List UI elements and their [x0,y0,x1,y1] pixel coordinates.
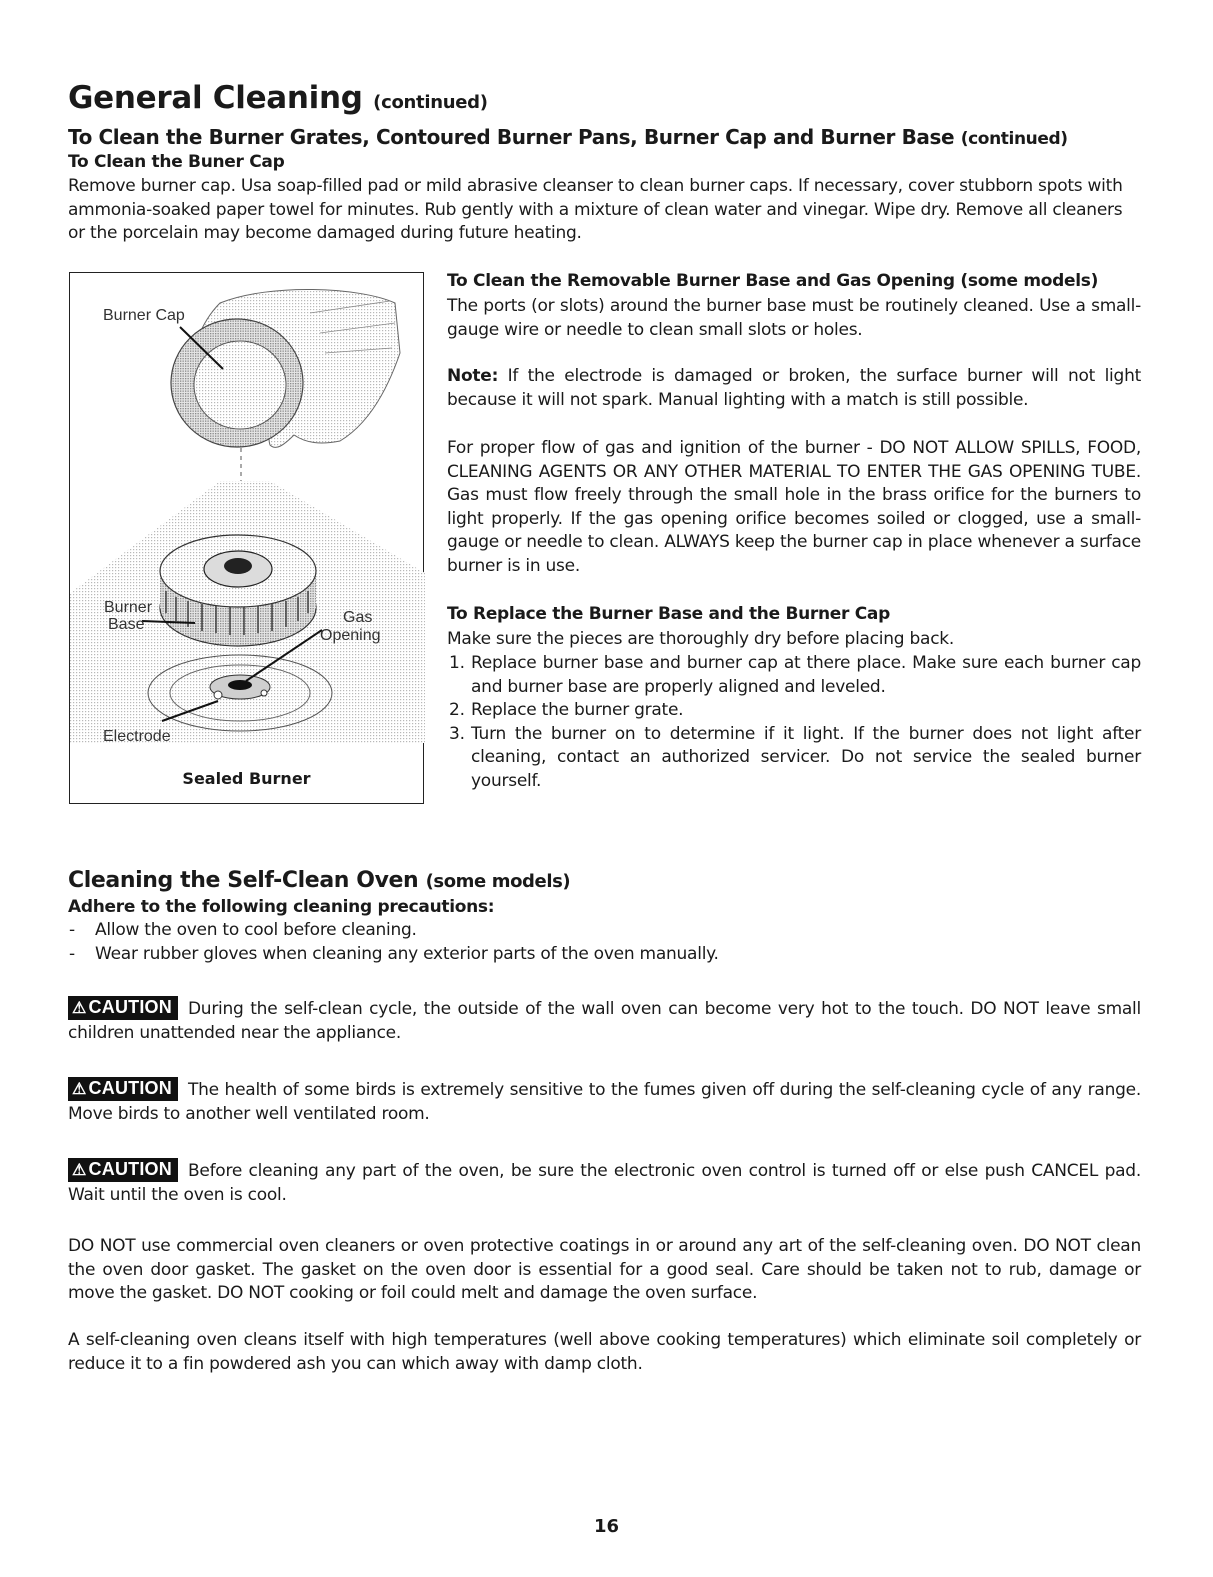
self-clean-heading-text: Cleaning the Self-Clean Oven [68,868,419,893]
step-text: Replace the burner grate. [471,700,684,720]
sealed-burner-figure [69,272,424,804]
label-gas-opening-line2: Opening [320,627,381,644]
self-clean-heading [68,868,570,893]
page-title-text: General Cleaning [68,80,363,116]
precautions-list [68,919,1141,966]
note-label: Note: [447,366,499,386]
label-burner-cap: Burner Cap [103,307,185,324]
note-text: If the electrode is damaged or broken, the surface burner will not light because it will not spark. Manual lighting with a match is still possible. [447,366,1142,410]
caution-badge [68,1077,178,1101]
warning-triangle-icon: ⚠ [72,1000,87,1017]
sealed-burner-illustration [70,273,425,805]
step-number: 1. [449,653,465,673]
figure-caption: Sealed Burner [182,769,311,788]
buner-cap-heading: To Clean the Buner Cap [68,152,285,172]
page-title-suffix: (continued) [373,92,488,113]
caution-label: CAUTION [88,1078,172,1098]
step-number: 2. [449,700,465,720]
section-subtitle-text: To Clean the Burner Grates, Contoured Burner Pans, Burner Cap and Burner Base [68,125,955,149]
caution-block [68,996,1141,1045]
self-clean-heading-suffix: (some models) [425,871,571,892]
replace-steps-list [449,652,1141,793]
caution-block [68,1077,1141,1126]
removable-base-heading: To Clean the Removable Burner Base and Gas Opening (some models) [447,271,1099,291]
caution-label: CAUTION [88,997,172,1017]
gas-opening-shape [228,680,252,690]
oven-cleaner-paragraph: DO NOT use commercial oven cleaners or oven protective coatings in or around any art of the self-cleaning oven. DO NOT clean the oven door gasket. The gasket on the oven door is essential for a good seal. Care should be taken not to rub, damage or move the gasket. DO NOT cooking or foil could melt and damage the oven surface. [68,1236,1141,1303]
note-paragraph [447,365,1141,412]
replace-intro: Make sure the pieces are thoroughly dry before placing back. [447,629,955,649]
caution-text: Before cleaning any part of the oven, be sure the electronic oven control is turned off or else push CANCEL pad. Wait until the oven is cool. [68,1161,1141,1205]
label-gas-opening-line1: Gas [343,609,373,626]
section-subtitle [68,125,1068,149]
replace-step [449,723,1141,794]
warning-triangle-icon: ⚠ [72,1081,87,1098]
removable-base-text: The ports (or slots) around the burner base must be routinely cleaned. Use a small-gauge wire or needle to clean small slots or holes. [447,296,1141,340]
caution-text: The health of some birds is extremely sensitive to the fumes given off during the self-cleaning cycle of any range. Move birds to another well ventilated room. [68,1080,1141,1124]
label-burner-base-line1: Burner [104,599,153,616]
step-number: 3. [449,723,465,744]
replace-step [449,699,1141,723]
warning-triangle-icon: ⚠ [72,1162,87,1179]
page-number: 16 [593,1516,620,1537]
replace-heading: To Replace the Burner Base and the Burner Cap [447,604,890,624]
self-cleaning-paragraph: A self-cleaning oven cleans itself with high temperatures (well above cooking temperatures) which eliminate soil completely or reduce it to a fin powdered ash you can which away with damp cloth. [68,1330,1141,1374]
caution-badge [68,996,178,1020]
precaution-item: - Allow the oven to cool before cleaning. [68,919,1141,943]
section-subtitle-suffix: (continued) [960,129,1068,149]
replace-step [449,652,1141,699]
caution-block [68,1158,1141,1207]
step-text: Replace burner base and burner cap at there place. Make sure each burner cap and burner base are properly aligned and leveled. [471,653,1141,697]
precaution-item: - Wear rubber gloves when cleaning any exterior parts of the oven manually. [68,943,1141,967]
page-title [68,80,488,116]
gas-flow-paragraph: For proper flow of gas and ignition of the burner - DO NOT ALLOW SPILLS, FOOD, CLEANING AGENTS OR ANY OTHER MATERIAL TO ENTER THE GAS OPENING TUBE. Gas must flow freely through the small hole in the brass orifice for the burners to light properly. If the gas opening orifice becomes soiled or clogged, use a small-gauge or needle to clean. ALWAYS keep the burner cap in place whenever a surface burner is in use. [447,438,1141,576]
buner-cap-text: Remove burner cap. Usa soap-filled pad or mild abrasive cleanser to clean burner caps. If necessary, cover stubborn spots with ammonia-soaked paper towel for minutes. Rub gently with a mixture of clean water and vinegar. Wipe dry. Remove all cleaners or the porcelain may become damaged during future heating. [68,176,1123,243]
caution-badge [68,1158,178,1182]
label-electrode: Electrode [103,728,171,745]
label-burner-base-line2: Base [108,616,145,633]
precautions-heading: Adhere to the following cleaning precautions: [68,897,495,917]
step-text: Turn the burner on to determine if it light. If the burner does not light after cleaning, contact an authorized servicer. Do not service the sealed burner yourself. [471,723,1141,791]
caution-label: CAUTION [88,1159,172,1179]
caution-text: During the self-clean cycle, the outside of the wall oven can become very hot to the touch. DO NOT leave small children unattended near the appliance. [68,999,1141,1043]
